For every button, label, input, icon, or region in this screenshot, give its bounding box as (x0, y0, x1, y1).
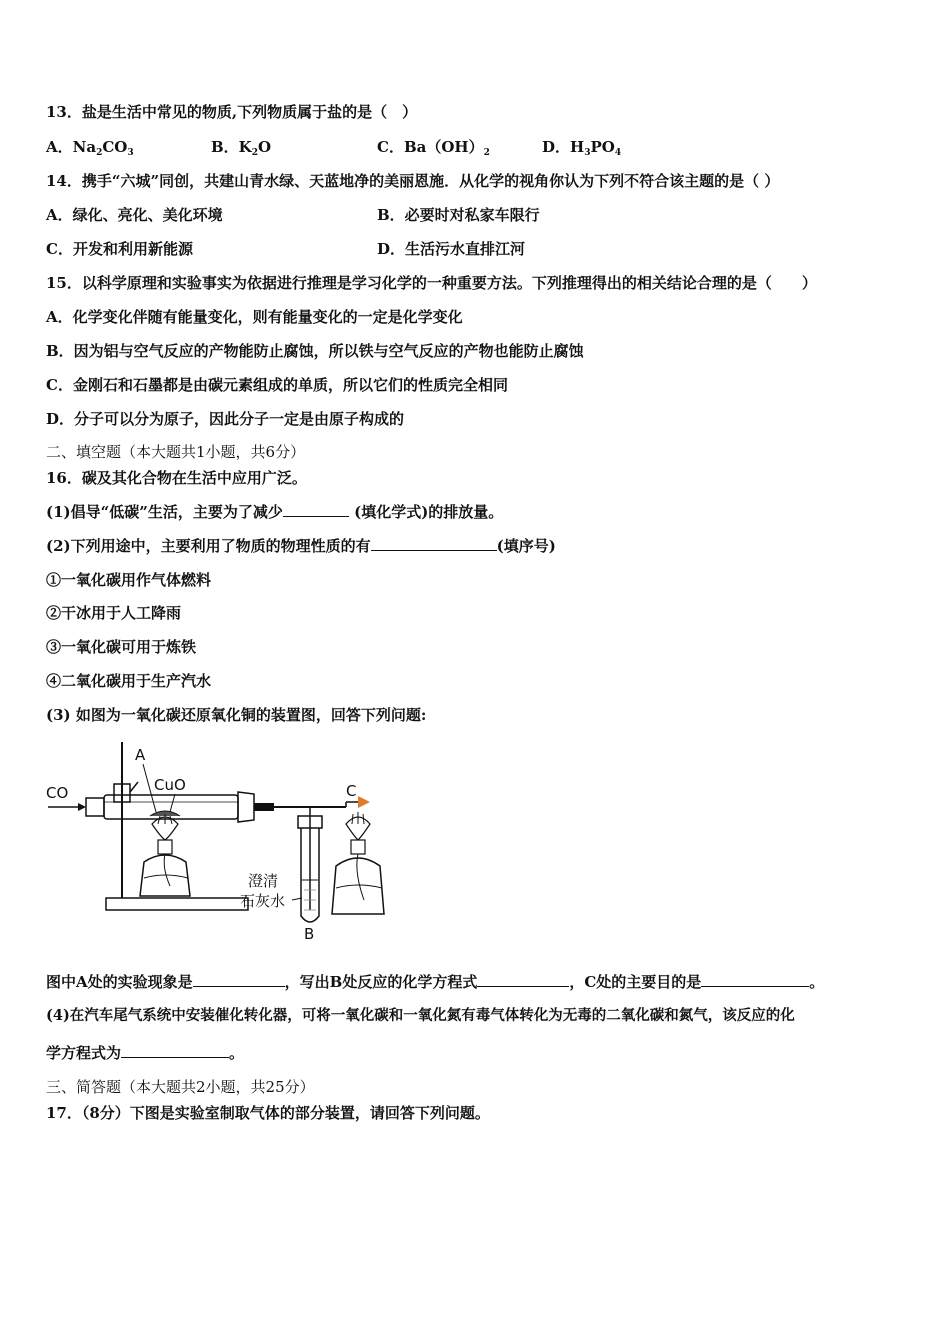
section-3-heading: 三、简答题（本大题共2小题，共25分） (46, 1078, 315, 1096)
q16-part1: (1)倡导“低碳”生活，主要为了减少 (填化学式)的排放量。 (46, 503, 504, 521)
q16-part4-line2: 学方程式为 。 (46, 1044, 245, 1062)
q16-item-3: ③一氧化碳可用于炼铁 (46, 638, 197, 656)
q14-option-a: A．绿化、亮化、美化环境 (46, 206, 223, 224)
q13-option-b: B．$K_2O$ (211, 138, 272, 158)
stand-base (106, 898, 248, 910)
q16-part2: (2)下列用途中，主要利用了物质的物理性质的有 (填序号) (46, 537, 556, 555)
left-lamp-neck (158, 840, 172, 854)
right-lamp-neck (351, 840, 365, 854)
left-stopper (86, 798, 104, 816)
q15-option-a: A．化学变化伴随有能量变化，则有能量变化的一定是化学变化 (46, 308, 463, 326)
q14-option-b: B．必要时对私家车限行 (377, 206, 540, 224)
section-2-heading: 二、填空题（本大题共1小题，共6分） (46, 443, 306, 461)
q15-option-b: B．因为铝与空气反应的产物能防止腐蚀，所以铁与空气反应的产物也能防止腐蚀 (46, 342, 584, 360)
q16-item-1: ①一氧化碳用作气体燃料 (46, 571, 212, 589)
q17-stem: 17．（8分）下图是实验室制取气体的部分装置，请回答下列问题。 (46, 1104, 490, 1122)
q15-option-d: D．分子可以分为原子，因此分子一定是由原子构成的 (46, 410, 405, 428)
q16-part3: (3) 如图为一氧化碳还原氧化铜的装置图，回答下列问题: (46, 706, 427, 724)
right-alcohol-lamp (332, 858, 384, 914)
q14-option-c: C．开发和利用新能源 (46, 240, 193, 258)
a-label: A (135, 746, 146, 764)
q16-part3-questions: 图中A处的实验现象是 ，写出B处反应的化学方程式 ，C处的主要目的是 。 (46, 973, 825, 991)
q14-stem: 14．携手“六城”同创，共建山青水绿、天蓝地净的美丽恩施．从化学的视角你认为下列不符合该主题的是（ ） (46, 172, 780, 190)
limewater-label-1: 澄清 (248, 872, 279, 890)
q15-stem: 15．以科学原理和实验事实为依据进行推理是学习化学的一种重要方法。下列推理得出的相关结论合理的是（ ） (46, 274, 817, 292)
q16-item-2: ②干冰用于人工降雨 (46, 604, 182, 622)
cuo-label: CuO (154, 776, 186, 794)
c-label: C (346, 782, 357, 800)
b-label: B (304, 925, 315, 943)
q13-option-d: D．$H_3PO_4$ (542, 138, 622, 158)
q14-option-d: D．生活污水直排江河 (377, 240, 526, 258)
q13-option-c: C．$Ba(OH)_2$ (377, 138, 490, 158)
co-label: CO (46, 784, 69, 802)
q13-option-a: A．$Na_2CO_3$ (46, 138, 134, 158)
outlet-connector (254, 803, 274, 811)
q13-stem: 13．盐是生活中常见的物质,下列物质属于盐的是（ ） (46, 103, 418, 121)
c-flame-gas (358, 796, 370, 808)
q16-stem: 16．碳及其化合物在生活中应用广泛。 (46, 469, 307, 487)
q16-item-4: ④二氧化碳用于生产汽水 (46, 672, 212, 690)
apparatus-diagram (40, 740, 480, 945)
limewater-label-2: 石灰水 (240, 892, 286, 910)
q15-option-c: C．金刚石和石墨都是由碳元素组成的单质，所以它们的性质完全相同 (46, 376, 508, 394)
right-stopper (238, 792, 254, 822)
q16-part4-line1: (4)在汽车尾气系统中安装催化转化器，可将一氧化碳和一氧化氮有毒气体转化为无毒的二氧化碳和氮气，该反应的化 (46, 1007, 795, 1024)
